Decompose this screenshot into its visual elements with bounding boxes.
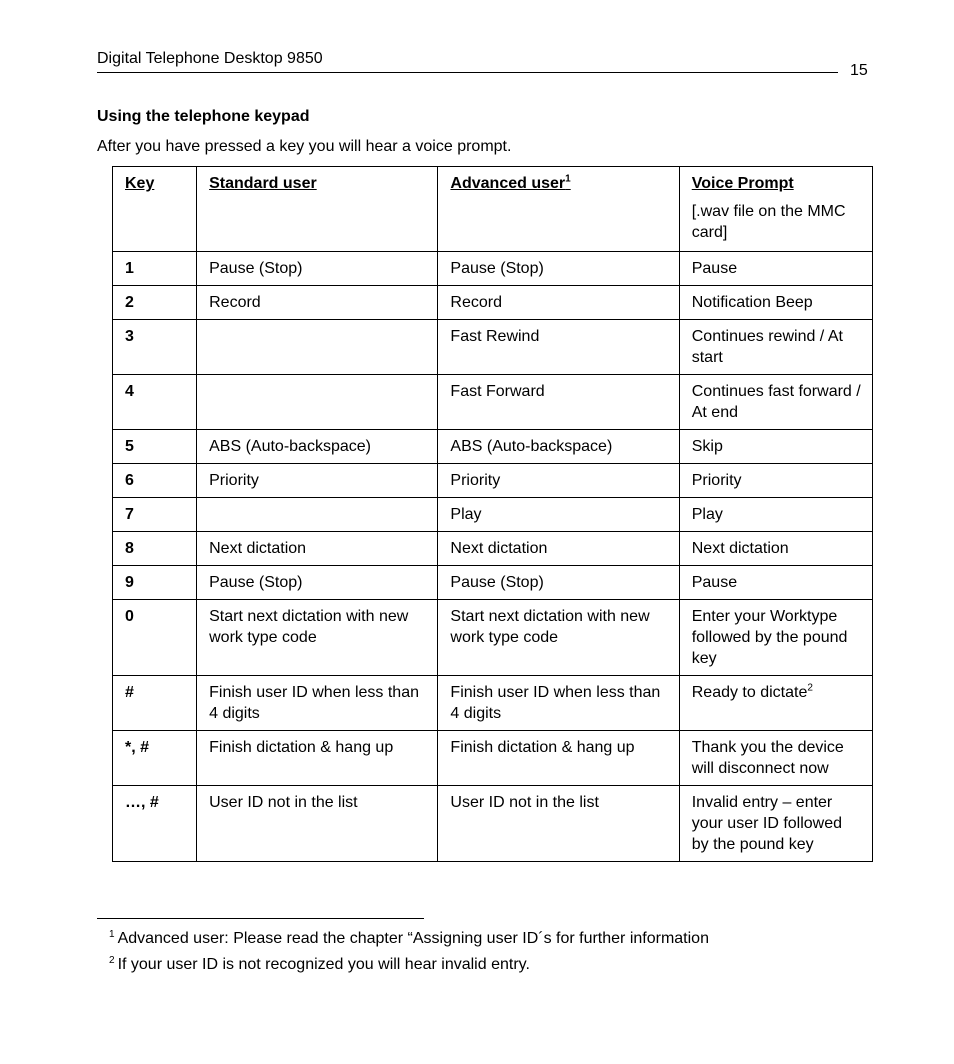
cell-voice-prompt: Notification Beep <box>679 286 872 320</box>
cell-voice-prompt: Continues fast forward / At end <box>679 375 872 430</box>
cell-key: 7 <box>113 498 197 532</box>
cell-key: # <box>113 676 197 731</box>
footnote-ref-2: 2 <box>807 682 813 694</box>
cell-advanced-user: Next dictation <box>438 532 679 566</box>
page-number: 15 <box>850 62 868 79</box>
cell-advanced-user: Pause (Stop) <box>438 566 679 600</box>
cell-advanced-user: Record <box>438 286 679 320</box>
footnote-ref-1: 1 <box>565 173 571 185</box>
cell-key: 4 <box>113 375 197 430</box>
footnote-2: $^2$ If your user ID is not recognized you will hear invalid entry. <box>109 954 530 973</box>
table-row <box>113 532 873 566</box>
cell-voice-prompt: Invalid entry – enter your user ID followed by the pound key <box>679 786 872 862</box>
cell-key: 0 <box>113 600 197 676</box>
cell-voice-prompt: Priority <box>679 464 872 498</box>
cell-key: 2 <box>113 286 197 320</box>
header-standard-user: Standard user <box>197 167 438 252</box>
cell-advanced-user: Finish dictation & hang up <box>438 731 679 786</box>
footnote-divider <box>97 918 424 919</box>
cell-standard-user: Finish user ID when less than 4 digits <box>197 676 438 731</box>
header-key: Key <box>113 167 197 252</box>
cell-advanced-user: ABS (Auto-backspace) <box>438 430 679 464</box>
cell-voice-prompt: Thank you the device will disconnect now <box>679 731 872 786</box>
cell-voice-prompt: Enter your Worktype followed by the pound key <box>679 600 872 676</box>
footnote-1: $^1$ Advanced user: Please read the chapter “Assigning user ID´s for further information <box>109 928 709 947</box>
header-voice-prompt: Voice Prompt [.wav file on the MMC card] <box>679 167 872 252</box>
table-row <box>113 600 873 676</box>
table-row <box>113 375 873 430</box>
table-row <box>113 464 873 498</box>
cell-advanced-user: Finish user ID when less than 4 digits <box>438 676 679 731</box>
cell-standard-user: Record <box>197 286 438 320</box>
section-heading: Using the telephone keypad <box>97 108 310 125</box>
cell-voice-prompt: Skip <box>679 430 872 464</box>
cell-key: 8 <box>113 532 197 566</box>
document-title: Digital Telephone Desktop 9850 <box>97 50 323 67</box>
cell-key: …, # <box>113 786 197 862</box>
cell-standard-user: Start next dictation with new work type code <box>197 600 438 676</box>
table-row <box>113 320 873 375</box>
cell-voice-prompt: Ready to dictate$^2$ <box>679 676 872 731</box>
header-voice-prompt-note: [.wav file on the MMC card] <box>691 203 846 241</box>
table-row <box>113 430 873 464</box>
table-row <box>113 286 873 320</box>
header-advanced-user: Advanced user$^1$ <box>438 167 679 252</box>
cell-standard-user: Pause (Stop) <box>197 252 438 286</box>
cell-advanced-user: User ID not in the list <box>438 786 679 862</box>
cell-standard-user <box>197 375 438 430</box>
cell-standard-user: Priority <box>197 464 438 498</box>
cell-voice-prompt: Pause <box>679 566 872 600</box>
keypad-table <box>112 166 873 862</box>
cell-advanced-user: Start next dictation with new work type code <box>438 600 679 676</box>
cell-advanced-user: Fast Forward <box>438 375 679 430</box>
table-row <box>113 498 873 532</box>
cell-key: 3 <box>113 320 197 375</box>
cell-advanced-user: Priority <box>438 464 679 498</box>
cell-standard-user <box>197 320 438 375</box>
table-row <box>113 786 873 862</box>
table-row <box>113 731 873 786</box>
cell-key: 5 <box>113 430 197 464</box>
intro-text: After you have pressed a key you will hear a voice prompt. <box>97 138 512 155</box>
cell-key: *, # <box>113 731 197 786</box>
cell-advanced-user: Fast Rewind <box>438 320 679 375</box>
cell-standard-user: User ID not in the list <box>197 786 438 862</box>
cell-standard-user: Finish dictation & hang up <box>197 731 438 786</box>
cell-standard-user: Pause (Stop) <box>197 566 438 600</box>
cell-standard-user: Next dictation <box>197 532 438 566</box>
cell-key: 9 <box>113 566 197 600</box>
cell-voice-prompt: Play <box>679 498 872 532</box>
cell-voice-prompt: Next dictation <box>679 532 872 566</box>
table-header-row <box>113 167 873 252</box>
table-row <box>113 676 873 731</box>
cell-voice-prompt: Continues rewind / At start <box>679 320 872 375</box>
table-row <box>113 252 873 286</box>
table-row <box>113 566 873 600</box>
cell-advanced-user: Pause (Stop) <box>438 252 679 286</box>
cell-advanced-user: Play <box>438 498 679 532</box>
cell-key: 6 <box>113 464 197 498</box>
cell-standard-user: ABS (Auto-backspace) <box>197 430 438 464</box>
cell-key: 1 <box>113 252 197 286</box>
cell-voice-prompt: Pause <box>679 252 872 286</box>
header-divider <box>97 72 838 73</box>
cell-standard-user <box>197 498 438 532</box>
